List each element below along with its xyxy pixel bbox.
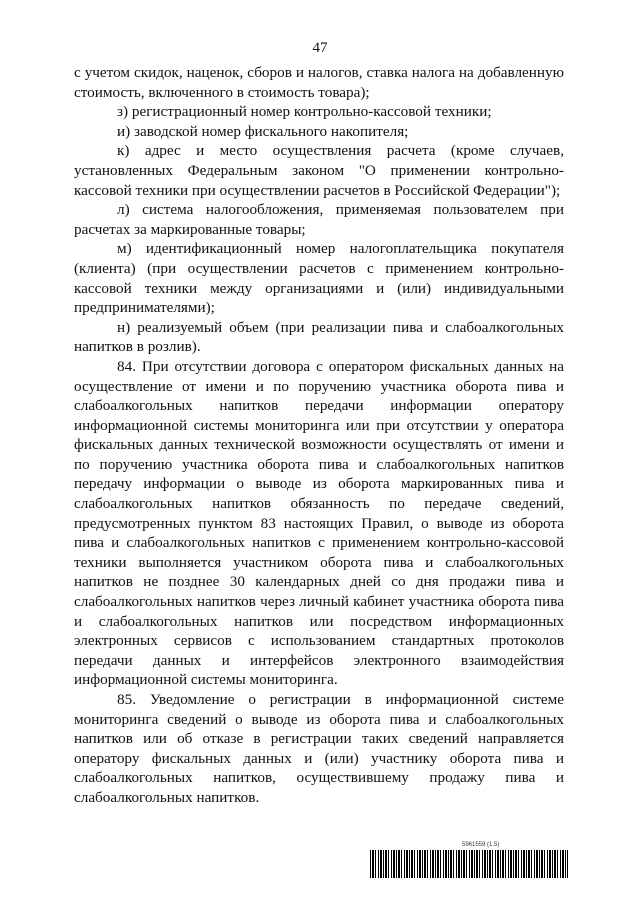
clause-85: 85. Уведомление о регистрации в информационной системе мониторинга сведений о выводе из оборота пива и слабоалкогольных напитков или об отказе в регистрации таких сведений направляется оператору фискальных данных и (или) участнику оборота пива и слабоалкогольных напитков, осуществившему продажу пива и слабоалкогольных напитков. [74, 691, 564, 806]
list-item-i: и) заводской номер фискального накопителя; [117, 122, 409, 140]
barcode [370, 850, 568, 878]
document-code: 5961559 (1.5) [462, 842, 500, 848]
list-item-m: м) идентификационный номер налогоплательщика покупателя (клиента) (при осуществлении расчетов с применением контрольно-кассовой техники между организациями и (или) индивидуальными предпринимателями); [74, 240, 564, 317]
paragraph-continuation: с учетом скидок, наценок, сборов и налогов, ставка налога на добавленную стоимость, включенного в стоимость товара); [74, 64, 564, 101]
document-body [74, 63, 564, 808]
list-item-n: н) реализуемый объем (при реализации пива и слабоалкогольных напитков в розлив). [74, 318, 564, 356]
list-item-z: з) регистрационный номер контрольно-кассовой техники; [117, 103, 492, 121]
list-item-l: л) система налогообложения, применяемая пользователем при расчетах за маркированные товары; [74, 201, 564, 238]
clause-84: 84. При отсутствии договора с оператором фискальных данных на осуществление от имени и по поручению участника оборота пива и слабоалкогольных напитков передачи информации оператору информационной системы мониторинга или при отсутствии у оператора фискальных данных технической возможности осуществлять от имени и по поручению участника оборота пива и слабоалкогольных напитков передачу информации о выводе из оборота маркированных пива и слабоалкогольных напитков обязанность по передаче сведений, предусмотренных пунктом 83 настоящих Правил, о выводе из оборота пива и слабоалкогольных напитков с применением контрольно-кассовой техники выполняется участником оборота пива и слабоалкогольных напитков не позднее 30 календарных дней со дня продажи пива и слабоалкогольных напитков через личный кабинет участника оборота пива и слабоалкогольных напитков или посредством информационных электронных сервисов с использованием стандартных протоколов передачи данных и интерфейсов электронного взаимодействия информационной системы мониторинга. [74, 357, 564, 689]
page-number: 47 [312, 40, 328, 56]
list-item-k: к) адрес и место осуществления расчета (кроме случаев, установленных Федеральным законом "О применении контрольно-кассовой техники при осуществлении расчетов в Российской Федерации"); [74, 142, 564, 199]
